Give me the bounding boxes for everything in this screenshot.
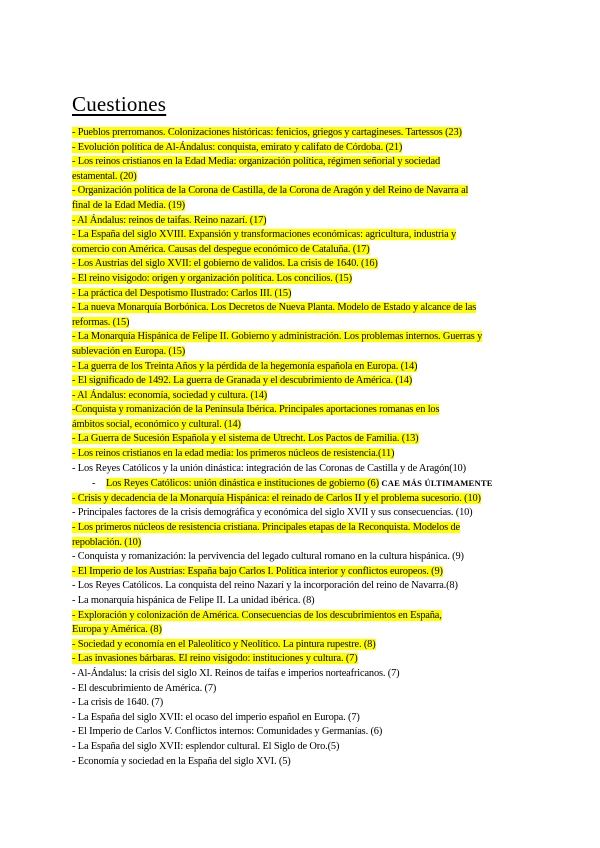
- question-text: -Conquista y romanización de la Península Ibérica. Principales aportaciones romanas en los: [72, 404, 440, 416]
- question-text: Los Reyes Católicos: unión dinástica e instituciones de gobierno (6): [106, 478, 379, 490]
- question-text: - La España del siglo XVIII. Expansión y transformaciones económicas: agricultura, industria y: [72, 229, 457, 241]
- question-text: - El Imperio de Carlos V. Conflictos internos: Comunidades y Germanías. (6): [72, 726, 383, 738]
- question-text: - El significado de 1492. La guerra de Granada y el descubrimiento de América. (14): [72, 375, 413, 387]
- question-line: [72, 447, 532, 462]
- question-line: [72, 170, 532, 185]
- question-text: - Los reinos cristianos en la edad media: los primeros núcleos de resistencia.(11): [72, 448, 395, 460]
- question-line: [72, 155, 532, 170]
- question-text: reformas. (15): [72, 316, 130, 328]
- question-line: [72, 579, 532, 594]
- question-line: [72, 199, 532, 214]
- question-text: ámbitos social, económico y cultural. (14): [72, 418, 241, 430]
- question-text: - Conquista y romanización: la pervivencia del legado cultural romano en la cultura hispánica. (9): [72, 551, 464, 563]
- question-line: [72, 652, 532, 667]
- question-text: - Principales factores de la crisis demográfica y económica del siglo XVII y sus consecuencias. (10): [72, 507, 473, 519]
- question-line: [72, 711, 532, 726]
- question-text: comercio con América. Causas del despegue económico de Cataluña. (17): [72, 243, 370, 255]
- question-text: - La Monarquía Hispánica de Felipe II. Gobierno y administración. Los problemas internos. Guerras y: [72, 331, 483, 343]
- question-line: [72, 287, 532, 302]
- question-text: - La guerra de los Treinta Años y la pérdida de la hegemonía española en Europa. (14): [72, 360, 418, 372]
- question-line: [72, 184, 532, 199]
- question-text: - Crisis y decadencia de la Monarquía Hispánica: el reinado de Carlos II y el problema sucesorio. (10): [72, 492, 481, 504]
- question-text: - El Imperio de los Austrias: España bajo Carlos I. Política interior y conflictos europeos. (9): [72, 565, 443, 577]
- question-line: [72, 126, 532, 141]
- question-line: [72, 476, 532, 492]
- question-line: [72, 462, 532, 477]
- question-line: [72, 214, 532, 229]
- question-text: - Los primeros núcleos de resistencia cristiana. Principales etapas de la Reconquista. Modelos de: [72, 522, 460, 534]
- question-text: - Sociedad y economía en el Paleolítico y Neolítico. La pintura rupestre. (8): [72, 638, 376, 650]
- page-title: Cuestiones: [72, 92, 167, 116]
- question-text: - Pueblos prerromanos. Colonizaciones históricas: fenicios, griegos y cartagineses. Tartessos (23): [72, 127, 462, 138]
- question-text: Europa y América. (8): [72, 624, 162, 636]
- question-text: - Evolución política de Al-Ándalus: conquista, emirato y califato de Córdoba. (21): [72, 141, 403, 153]
- question-line: [72, 141, 532, 156]
- question-text: - Al Ándalus: reinos de taifas. Reino nazarí. (17): [72, 214, 267, 226]
- question-line: [72, 432, 532, 447]
- question-text: estamental. (20): [72, 170, 137, 182]
- question-text: - La crisis de 1640. (7): [72, 697, 164, 709]
- question-text: - Los Austrias del siglo XVII: el gobierno de validos. La crisis de 1640. (16): [72, 258, 378, 270]
- question-text: sublevación en Europa. (15): [72, 345, 186, 357]
- question-text: - El reino visigodo: origen y organización política. Los concilios. (15): [72, 272, 352, 284]
- question-text: - La España del siglo XVII: el ocaso del imperio español en Europa. (7): [72, 711, 360, 723]
- question-list: [72, 126, 532, 769]
- question-line: [72, 536, 532, 551]
- question-text: - Al-Ándalus: la crisis del siglo XI. Reinos de taifas e imperios norteafricanos. (7): [72, 667, 400, 679]
- question-text: - La práctica del Despotismo Ilustrado: Carlos III. (15): [72, 287, 292, 299]
- question-text: - La monarquía hispánica de Felipe II. La unidad ibérica. (8): [72, 595, 315, 606]
- question-text: - La Guerra de Sucesión Española y el sistema de Utrecht. Los Pactos de Familia. (13): [72, 433, 419, 445]
- question-line: [72, 594, 532, 609]
- question-line: [72, 565, 532, 580]
- question-line: [72, 725, 532, 740]
- question-line: [72, 550, 532, 565]
- question-text: - La nueva Monarquía Borbónica. Los Decretos de Nueva Planta. Modelo de Estado y alcance de las: [72, 302, 477, 314]
- question-text: repoblación. (10): [72, 536, 142, 548]
- question-line: [72, 403, 532, 418]
- question-text: - Los Reyes Católicos y la unión dinástica: integración de las Coronas de Castilla y de Aragón(10): [72, 462, 466, 474]
- question-line: [72, 243, 532, 258]
- list-bullet: -: [92, 478, 96, 490]
- question-line: [72, 492, 532, 507]
- question-line: [72, 374, 532, 389]
- question-line: [72, 316, 532, 331]
- question-line: [72, 667, 532, 682]
- question-line: [72, 740, 532, 755]
- question-line: [72, 345, 532, 360]
- question-line: [72, 228, 532, 243]
- question-line: [72, 330, 532, 345]
- question-line: [72, 360, 532, 375]
- question-line: [72, 418, 532, 433]
- question-line: [72, 638, 532, 653]
- question-text: - Organización política de la Corona de Castilla, de la Corona de Aragón y del Reino de Navarra al: [72, 185, 469, 197]
- question-text: - La España del siglo XVII: esplendor cultural. El Siglo de Oro.(5): [72, 740, 340, 752]
- question-text: - Al Ándalus: economía, sociedad y cultura. (14): [72, 389, 268, 401]
- question-text: - Economía y sociedad en la España del siglo XVI. (5): [72, 755, 291, 767]
- question-line: [72, 272, 532, 287]
- question-text: final de la Edad Media. (19): [72, 199, 185, 211]
- question-line: [72, 301, 532, 316]
- question-text: - Exploración y colonización de América. Consecuencias de los descubrimientos en España,: [72, 609, 442, 621]
- question-line: [72, 609, 532, 624]
- question-line: [72, 623, 532, 638]
- question-line: [72, 389, 532, 404]
- question-line: [72, 257, 532, 272]
- question-text: - Las invasiones bárbaras. El reino visigodo: instituciones y cultura. (7): [72, 653, 358, 665]
- question-line: [72, 696, 532, 711]
- question-text: - Los reinos cristianos en la Edad Media: organización política, régimen señorial y sociedad: [72, 156, 441, 168]
- question-line: [72, 682, 532, 697]
- question-line: [72, 506, 532, 521]
- question-text: - Los Reyes Católicos. La conquista del reino Nazarí y la incorporación del reino de Navarra.(8): [72, 580, 458, 592]
- emphasis-note: CAE MÁS ÚLTIMAMENTE: [381, 478, 493, 489]
- question-line: [72, 755, 532, 770]
- question-text: - El descubrimiento de América. (7): [72, 682, 217, 694]
- question-line: [72, 521, 532, 536]
